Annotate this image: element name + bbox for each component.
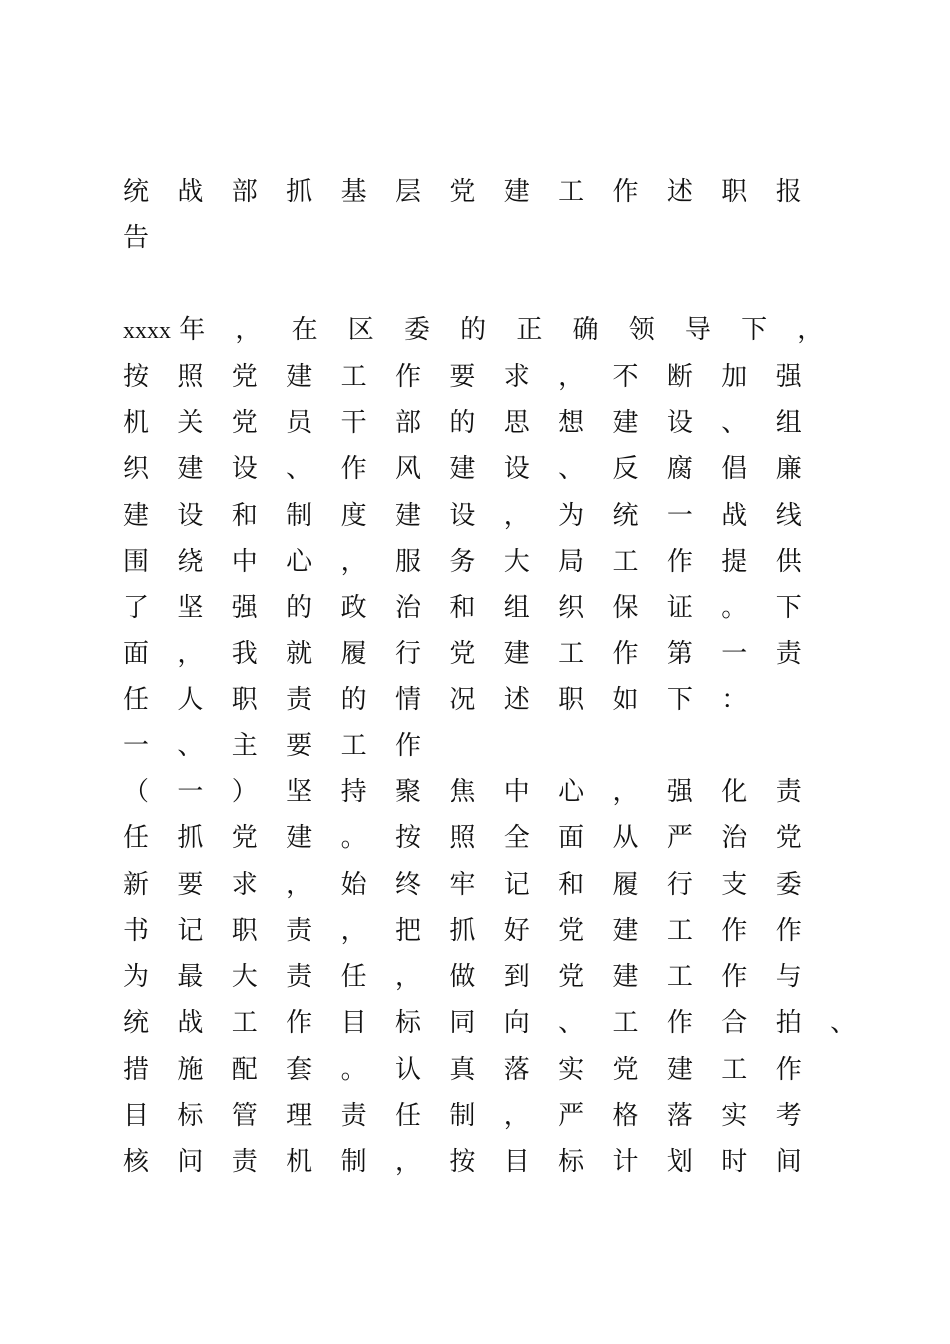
body-line bbox=[123, 957, 830, 997]
character: 证 bbox=[666, 593, 693, 623]
character: 建 bbox=[503, 639, 530, 669]
character: 局 bbox=[558, 547, 585, 577]
character: 设 bbox=[177, 501, 204, 531]
character: 牢 bbox=[449, 870, 476, 900]
character: 建 bbox=[666, 1055, 693, 1085]
character: 作 bbox=[721, 916, 748, 946]
character: 要 bbox=[449, 362, 476, 392]
character: 工 bbox=[558, 639, 585, 669]
character: 年 bbox=[179, 315, 206, 345]
body-line bbox=[123, 403, 830, 443]
character: 我 bbox=[231, 639, 258, 669]
body-line bbox=[123, 542, 830, 582]
character: 建 bbox=[286, 362, 313, 392]
character: 抓 bbox=[286, 177, 313, 207]
body-line bbox=[123, 1142, 830, 1182]
body-line bbox=[123, 1096, 830, 1136]
character: 围 bbox=[123, 547, 150, 577]
character: ： bbox=[721, 685, 748, 715]
character: ， bbox=[394, 962, 421, 992]
character: 履 bbox=[340, 639, 367, 669]
character: 员 bbox=[286, 408, 313, 438]
body-line bbox=[123, 1050, 830, 1090]
character: 就 bbox=[286, 639, 313, 669]
character: 目 bbox=[340, 1008, 367, 1038]
character: 配 bbox=[231, 1055, 258, 1085]
character: 同 bbox=[449, 1008, 476, 1038]
character: ， bbox=[558, 362, 585, 392]
character: ， bbox=[797, 315, 824, 345]
character: 责 bbox=[286, 685, 313, 715]
character: 制 bbox=[340, 1147, 367, 1177]
character: 履 bbox=[612, 870, 639, 900]
character: 一 bbox=[666, 501, 693, 531]
character: 党 bbox=[449, 177, 476, 207]
character: 下 bbox=[741, 315, 768, 345]
character: 措 bbox=[123, 1055, 150, 1085]
character: 工 bbox=[340, 731, 367, 761]
character: 为 bbox=[123, 962, 150, 992]
character: 导 bbox=[684, 315, 711, 345]
character: 工 bbox=[721, 1055, 748, 1085]
character: 加 bbox=[721, 362, 748, 392]
character: 职 bbox=[231, 916, 258, 946]
character: 标 bbox=[394, 1008, 421, 1038]
character: ， bbox=[503, 1101, 530, 1131]
character: 支 bbox=[721, 870, 748, 900]
character: 工 bbox=[340, 362, 367, 392]
character: ， bbox=[340, 916, 367, 946]
character: 为 bbox=[558, 501, 585, 531]
character: 把 bbox=[394, 916, 421, 946]
character: 心 bbox=[558, 777, 585, 807]
character: 求 bbox=[231, 870, 258, 900]
character: 核 bbox=[123, 1147, 150, 1177]
character: 抓 bbox=[449, 916, 476, 946]
character: 和 bbox=[558, 870, 585, 900]
character: 任 bbox=[394, 1101, 421, 1131]
character: 制 bbox=[449, 1101, 476, 1131]
character: ， bbox=[340, 547, 367, 577]
character: 实 bbox=[721, 1101, 748, 1131]
body-line bbox=[123, 680, 776, 720]
character: 部 bbox=[394, 408, 421, 438]
character: 坚 bbox=[177, 593, 204, 623]
character: 反 bbox=[612, 454, 639, 484]
character: 建 bbox=[612, 916, 639, 946]
character: 保 bbox=[612, 593, 639, 623]
character: 设 bbox=[449, 501, 476, 531]
character: 建 bbox=[503, 177, 530, 207]
character: 考 bbox=[775, 1101, 802, 1131]
character: 作 bbox=[286, 1008, 313, 1038]
character: （ bbox=[123, 777, 150, 807]
character: 行 bbox=[666, 870, 693, 900]
character: 干 bbox=[340, 408, 367, 438]
character: 聚 bbox=[394, 777, 421, 807]
character: 组 bbox=[775, 408, 802, 438]
character: 、 bbox=[177, 731, 204, 761]
section-heading bbox=[123, 726, 449, 766]
character: 中 bbox=[231, 547, 258, 577]
character: 职 bbox=[231, 685, 258, 715]
character: 好 bbox=[503, 916, 530, 946]
character: 任 bbox=[123, 685, 150, 715]
character: 要 bbox=[177, 870, 204, 900]
body-line bbox=[123, 634, 830, 674]
character: 任 bbox=[123, 823, 150, 853]
character: 责 bbox=[286, 916, 313, 946]
character: 始 bbox=[340, 870, 367, 900]
character: 、 bbox=[721, 408, 748, 438]
character: 理 bbox=[286, 1101, 313, 1131]
character: 拍 bbox=[775, 1008, 802, 1038]
character: 施 bbox=[177, 1055, 204, 1085]
character: 工 bbox=[612, 547, 639, 577]
character: 按 bbox=[449, 1147, 476, 1177]
character: 从 bbox=[612, 823, 639, 853]
character: 设 bbox=[666, 408, 693, 438]
character: 织 bbox=[123, 454, 150, 484]
character: 战 bbox=[177, 177, 204, 207]
character: 到 bbox=[503, 962, 530, 992]
character: 责 bbox=[286, 962, 313, 992]
character: 作 bbox=[612, 639, 639, 669]
character: 职 bbox=[558, 685, 585, 715]
character: 的 bbox=[449, 408, 476, 438]
character: 治 bbox=[721, 823, 748, 853]
character: 目 bbox=[123, 1101, 150, 1131]
character: 委 bbox=[775, 870, 802, 900]
character: 持 bbox=[340, 777, 367, 807]
character: 。 bbox=[721, 593, 748, 623]
character: 管 bbox=[231, 1101, 258, 1131]
character: 党 bbox=[558, 962, 585, 992]
character: 的 bbox=[460, 315, 487, 345]
character: 向 bbox=[503, 1008, 530, 1038]
character: 工 bbox=[612, 1008, 639, 1038]
character: 作 bbox=[721, 962, 748, 992]
character: 主 bbox=[231, 731, 258, 761]
character: 建 bbox=[394, 501, 421, 531]
character: 组 bbox=[503, 593, 530, 623]
character: 的 bbox=[286, 593, 313, 623]
body-line bbox=[123, 865, 830, 905]
character: 思 bbox=[503, 408, 530, 438]
character: 党 bbox=[558, 916, 585, 946]
character: 织 bbox=[558, 593, 585, 623]
character: 实 bbox=[558, 1055, 585, 1085]
character: 作 bbox=[666, 1008, 693, 1038]
character: 任 bbox=[340, 962, 367, 992]
character: 面 bbox=[558, 823, 585, 853]
character: 按 bbox=[123, 362, 150, 392]
body-line bbox=[123, 818, 830, 858]
character: 职 bbox=[721, 177, 748, 207]
character: 机 bbox=[286, 1147, 313, 1177]
character: 战 bbox=[177, 1008, 204, 1038]
body-line bbox=[123, 588, 830, 628]
character: 计 bbox=[612, 1147, 639, 1177]
character: 一 bbox=[123, 731, 150, 761]
character: 建 bbox=[612, 962, 639, 992]
character: 时 bbox=[721, 1147, 748, 1177]
document-title-line-1 bbox=[123, 172, 830, 212]
character: 强 bbox=[775, 362, 802, 392]
character: 责 bbox=[231, 1147, 258, 1177]
character: 度 bbox=[340, 501, 367, 531]
character: 层 bbox=[394, 177, 421, 207]
character: 记 bbox=[503, 870, 530, 900]
character: 间 bbox=[775, 1147, 802, 1177]
character: ， bbox=[286, 870, 313, 900]
character: 报 bbox=[775, 177, 802, 207]
character: 服 bbox=[394, 547, 421, 577]
character: 断 bbox=[666, 362, 693, 392]
character: 求 bbox=[503, 362, 530, 392]
character: 责 bbox=[775, 639, 802, 669]
character: 工 bbox=[231, 1008, 258, 1038]
character: ， bbox=[394, 1147, 421, 1177]
character: ， bbox=[503, 501, 530, 531]
character: 基 bbox=[340, 177, 367, 207]
character: 绕 bbox=[177, 547, 204, 577]
character: 、 bbox=[830, 1008, 857, 1038]
character: 全 bbox=[503, 823, 530, 853]
character: 关 bbox=[177, 408, 204, 438]
character: 与 bbox=[775, 962, 802, 992]
character: 统 bbox=[123, 177, 150, 207]
character: 记 bbox=[177, 916, 204, 946]
character: 、 bbox=[286, 454, 313, 484]
character: 按 bbox=[394, 823, 421, 853]
body-line bbox=[123, 911, 830, 951]
character: 照 bbox=[449, 823, 476, 853]
character: 供 bbox=[775, 547, 802, 577]
character: 和 bbox=[231, 501, 258, 531]
character: 人 bbox=[177, 685, 204, 715]
character: 建 bbox=[177, 454, 204, 484]
character: 。 bbox=[340, 1055, 367, 1085]
character: 严 bbox=[666, 823, 693, 853]
character: 心 bbox=[286, 547, 313, 577]
character: 建 bbox=[123, 501, 150, 531]
character: 党 bbox=[231, 362, 258, 392]
body-line bbox=[123, 1003, 884, 1043]
character: 委 bbox=[403, 315, 430, 345]
character: 大 bbox=[503, 547, 530, 577]
character: 建 bbox=[449, 454, 476, 484]
character: 领 bbox=[628, 315, 655, 345]
character: 要 bbox=[286, 731, 313, 761]
character: 党 bbox=[231, 823, 258, 853]
character: 设 bbox=[503, 454, 530, 484]
character: 中 bbox=[503, 777, 530, 807]
character: 终 bbox=[394, 870, 421, 900]
character: 想 bbox=[558, 408, 585, 438]
character: 焦 bbox=[449, 777, 476, 807]
body-line bbox=[123, 357, 830, 397]
character: 作 bbox=[394, 731, 421, 761]
character: 强 bbox=[666, 777, 693, 807]
character: ， bbox=[177, 639, 204, 669]
character: 统 bbox=[123, 1008, 150, 1038]
character: 责 bbox=[340, 1101, 367, 1131]
character: 目 bbox=[503, 1147, 530, 1177]
character: 落 bbox=[666, 1101, 693, 1131]
character: 倡 bbox=[721, 454, 748, 484]
character: 坚 bbox=[286, 777, 313, 807]
character: 部 bbox=[231, 177, 258, 207]
body-line bbox=[123, 310, 853, 350]
character: 如 bbox=[612, 685, 639, 715]
character: 告 bbox=[123, 223, 150, 253]
character: 格 bbox=[612, 1101, 639, 1131]
character: 了 bbox=[123, 593, 150, 623]
character: 套 bbox=[286, 1055, 313, 1085]
character: 落 bbox=[503, 1055, 530, 1085]
character: 面 bbox=[123, 639, 150, 669]
character: 党 bbox=[775, 823, 802, 853]
character: ） bbox=[231, 777, 258, 807]
character: 统 bbox=[612, 501, 639, 531]
character: 战 bbox=[721, 501, 748, 531]
character: 、 bbox=[558, 454, 585, 484]
character: 提 bbox=[721, 547, 748, 577]
character: 正 bbox=[516, 315, 543, 345]
character: 工 bbox=[558, 177, 585, 207]
character: 最 bbox=[177, 962, 204, 992]
character: 述 bbox=[503, 685, 530, 715]
character: 新 bbox=[123, 870, 150, 900]
body-line bbox=[123, 496, 830, 536]
character: 标 bbox=[558, 1147, 585, 1177]
character: 作 bbox=[340, 454, 367, 484]
character: 作 bbox=[612, 177, 639, 207]
character: 廉 bbox=[775, 454, 802, 484]
body-line bbox=[123, 449, 830, 489]
character: 。 bbox=[340, 823, 367, 853]
character: 治 bbox=[394, 593, 421, 623]
character: 在 bbox=[291, 315, 318, 345]
document-title-line-2 bbox=[123, 218, 177, 258]
character: 作 bbox=[775, 1055, 802, 1085]
character: 严 bbox=[558, 1101, 585, 1131]
character: 书 bbox=[123, 916, 150, 946]
character: ， bbox=[235, 315, 262, 345]
character: 不 bbox=[612, 362, 639, 392]
character: 照 bbox=[177, 362, 204, 392]
character: 一 bbox=[177, 777, 204, 807]
character: 行 bbox=[394, 639, 421, 669]
character: 标 bbox=[177, 1101, 204, 1131]
character: 党 bbox=[449, 639, 476, 669]
body-line bbox=[123, 772, 830, 812]
character: 作 bbox=[775, 916, 802, 946]
character: 大 bbox=[231, 962, 258, 992]
character: 工 bbox=[666, 962, 693, 992]
character: 认 bbox=[394, 1055, 421, 1085]
character: 政 bbox=[340, 593, 367, 623]
character: 一 bbox=[721, 639, 748, 669]
character: 风 bbox=[394, 454, 421, 484]
character: 情 bbox=[394, 685, 421, 715]
character: 真 bbox=[449, 1055, 476, 1085]
character: 划 bbox=[666, 1147, 693, 1177]
character: 责 bbox=[775, 777, 802, 807]
character: 下 bbox=[775, 593, 802, 623]
character: 化 bbox=[721, 777, 748, 807]
character: 务 bbox=[449, 547, 476, 577]
character: 党 bbox=[612, 1055, 639, 1085]
character: 作 bbox=[394, 362, 421, 392]
character: ， bbox=[612, 777, 639, 807]
character: 建 bbox=[286, 823, 313, 853]
character: 第 bbox=[666, 639, 693, 669]
character: 问 bbox=[177, 1147, 204, 1177]
character: 述 bbox=[666, 177, 693, 207]
character: 做 bbox=[449, 962, 476, 992]
character: 腐 bbox=[666, 454, 693, 484]
character: 抓 bbox=[177, 823, 204, 853]
character: 、 bbox=[558, 1008, 585, 1038]
character: 设 bbox=[231, 454, 258, 484]
character: xxxx bbox=[123, 318, 171, 344]
character: 确 bbox=[572, 315, 599, 345]
character: 党 bbox=[231, 408, 258, 438]
character: 作 bbox=[666, 547, 693, 577]
character: 线 bbox=[775, 501, 802, 531]
character: 下 bbox=[666, 685, 693, 715]
character: 和 bbox=[449, 593, 476, 623]
character: 建 bbox=[612, 408, 639, 438]
character: 的 bbox=[340, 685, 367, 715]
character: 工 bbox=[666, 916, 693, 946]
character: 况 bbox=[449, 685, 476, 715]
character: 制 bbox=[286, 501, 313, 531]
character: 机 bbox=[123, 408, 150, 438]
character: 合 bbox=[721, 1008, 748, 1038]
character: 区 bbox=[347, 315, 374, 345]
character: 强 bbox=[231, 593, 258, 623]
